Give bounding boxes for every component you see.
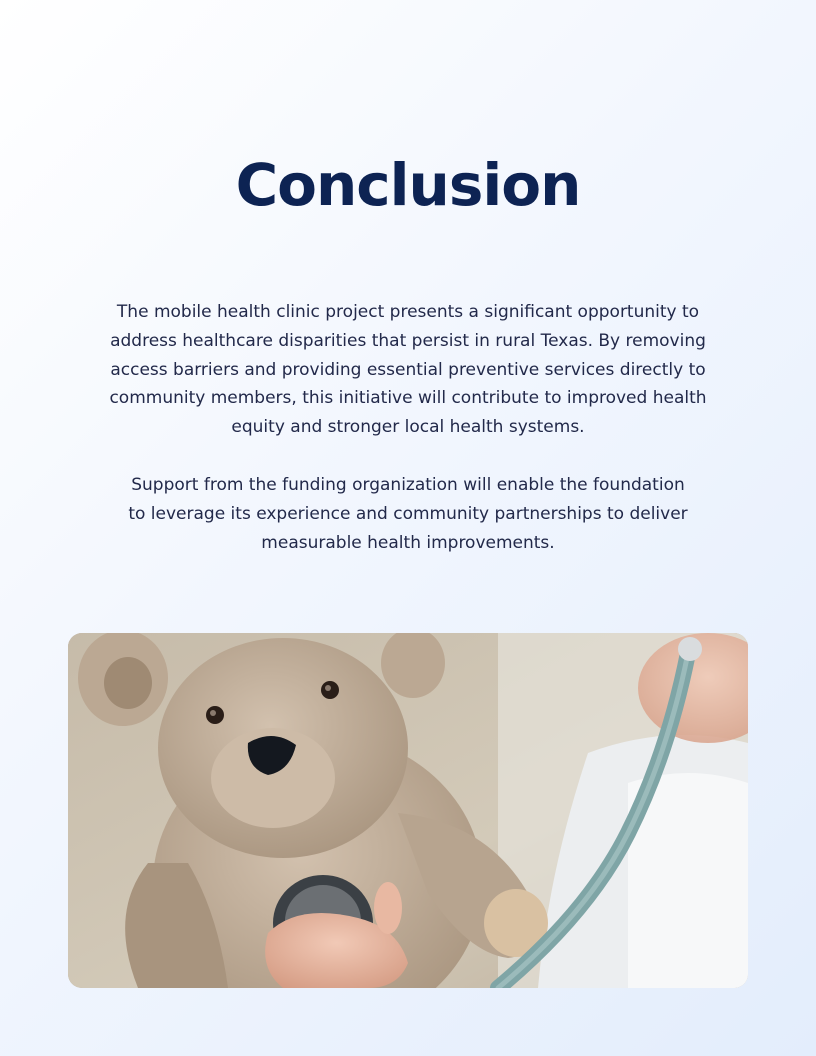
conclusion-paragraph-2: Support from the funding organization will enable the foundation to leverage its experience and community partnerships to deliver measurable health improvements. <box>128 475 688 553</box>
teddy-bear-stethoscope-photo <box>68 633 748 988</box>
photo-illustration <box>68 633 748 988</box>
page-title: Conclusion <box>235 151 581 219</box>
conclusion-paragraph-1: The mobile health clinic project presents a significant opportunity to address healthcare disparities that persist in rural Texas. By removing access barriers and providing essential preventive services directly to community members, this initiative will contribute to improved health equity and stronger local health systems. <box>109 302 707 438</box>
